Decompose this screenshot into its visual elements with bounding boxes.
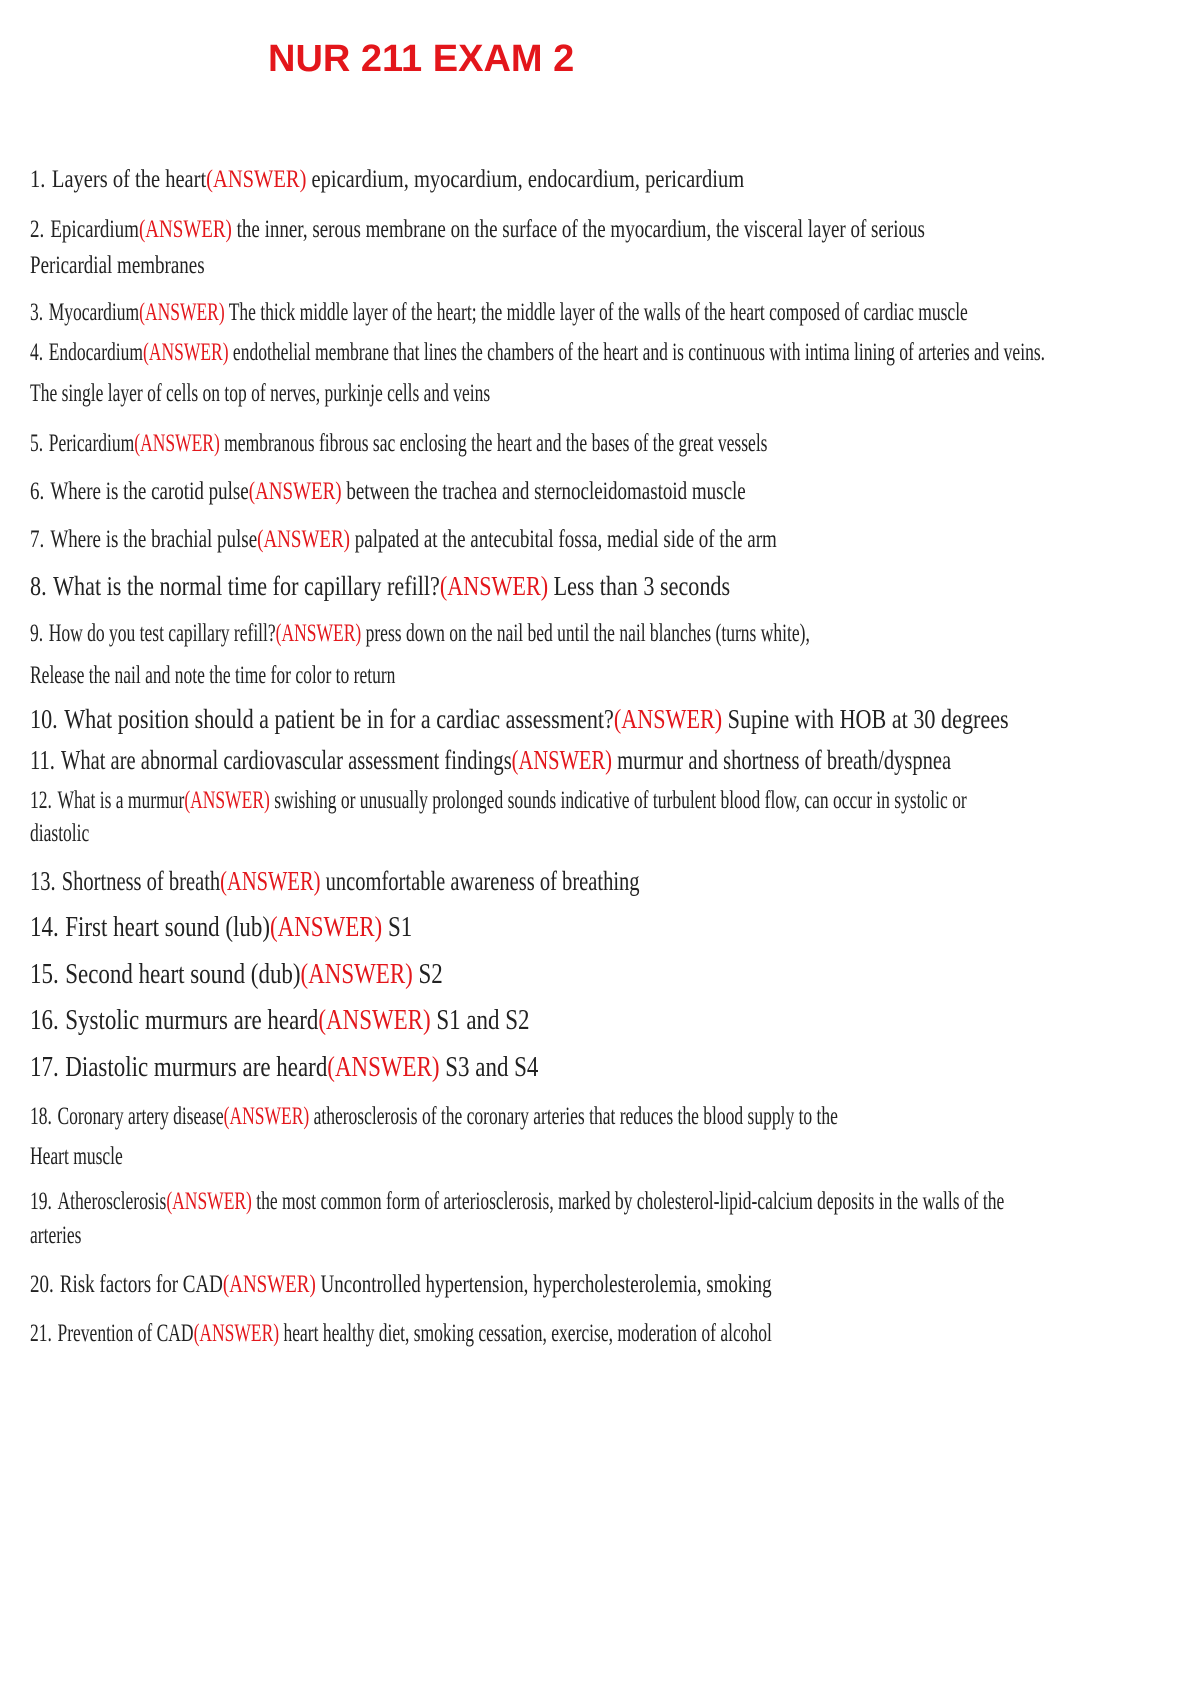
question-text: Atherosclerosis — [57, 1188, 167, 1215]
question-text: Diastolic murmurs are heard — [65, 1052, 328, 1083]
answer-marker: (ANSWER) — [327, 1052, 440, 1083]
answer-marker: (ANSWER) — [248, 478, 342, 505]
question-text: Prevention of CAD — [57, 1320, 194, 1347]
answer-marker: (ANSWER) — [300, 959, 413, 990]
question-text: Shortness of breath — [61, 866, 221, 896]
answer-continuation: Pericardial membranes — [30, 252, 205, 279]
answer-text: Less than 3 seconds — [548, 571, 731, 601]
answer-marker: (ANSWER) — [143, 339, 229, 366]
question-number: 5. — [30, 430, 44, 457]
question-item — [30, 520, 896, 560]
question-item — [30, 566, 965, 606]
answer-text: between the trachea and sternocleidomastoid muscle — [341, 478, 746, 505]
question-number: 14. — [30, 912, 59, 943]
answer-text: S3 and S4 — [439, 1052, 539, 1083]
question-number: 8. — [30, 571, 47, 601]
answer-marker: (ANSWER) — [223, 1103, 310, 1130]
question-number: 7. — [30, 526, 45, 553]
answer-marker: (ANSWER) — [184, 787, 270, 814]
question-text: Systolic murmurs are heard — [65, 1005, 319, 1036]
answer-text: the most common form of arteriosclerosis, marked by cholesterol-lipid-calcium deposits in the walls of the — [251, 1188, 1005, 1215]
answer-marker: (ANSWER) — [166, 1188, 252, 1215]
question-item — [30, 861, 896, 901]
answer-marker: (ANSWER) — [257, 526, 351, 553]
answer-text: heart healthy diet, smoking cessation, exercise, moderation of alcohol — [279, 1320, 772, 1347]
question-text: Coronary artery disease — [57, 1103, 224, 1130]
question-text: Risk factors for CAD — [59, 1271, 223, 1298]
answer-continuation: The single layer of cells on top of nerves, purkinje cells and veins — [30, 380, 491, 407]
answer-marker: (ANSWER) — [275, 620, 362, 647]
question-item — [30, 1001, 965, 1041]
question-text: How do you test capillary refill? — [48, 620, 276, 647]
answer-continuation: Release the nail and note the time for color to return — [30, 662, 396, 689]
answer-text: The thick middle layer of the heart; the middle layer of the walls of the heart composed of cardiac muscle — [224, 299, 968, 326]
question-text: Where is the brachial pulse — [50, 526, 258, 553]
answer-continuation: Heart muscle — [30, 1143, 123, 1170]
question-item — [30, 1048, 965, 1088]
answer-text: atherosclerosis of the coronary arteries that reduces the blood supply to the — [309, 1103, 838, 1130]
question-number: 17. — [30, 1052, 59, 1083]
question-number: 16. — [30, 1005, 59, 1036]
answer-marker: (ANSWER) — [138, 216, 232, 243]
question-number: 12. — [30, 787, 52, 814]
question-text: What is the normal time for capillary refill? — [53, 571, 440, 601]
question-text: First heart sound (lub) — [65, 912, 270, 943]
question-item — [30, 160, 965, 200]
question-number: 1. — [30, 166, 46, 193]
question-item — [30, 333, 1046, 373]
answer-continuation: arteries — [30, 1222, 82, 1249]
question-number: 20. — [30, 1271, 54, 1298]
answer-text: epicardium, myocardium, endocardium, pericardium — [306, 166, 745, 193]
question-number: 21. — [30, 1320, 52, 1347]
answer-marker: (ANSWER) — [613, 704, 723, 734]
answer-text: Uncontrolled hypertension, hypercholesterolemia, smoking — [315, 1271, 772, 1298]
question-item — [30, 1097, 838, 1137]
answer-marker: (ANSWER) — [439, 571, 549, 601]
answer-marker: (ANSWER) — [193, 1320, 280, 1347]
answer-text: Supine with HOB at 30 degrees — [722, 704, 1009, 734]
question-number: 4. — [30, 339, 44, 366]
answer-text: S1 and S2 — [430, 1005, 530, 1036]
question-item — [30, 472, 896, 512]
question-number: 18. — [30, 1103, 52, 1130]
question-text: Myocardium — [48, 299, 140, 326]
question-number: 13. — [30, 866, 56, 896]
question-number: 2. — [30, 216, 45, 243]
answer-text: S1 — [382, 912, 413, 943]
question-item — [30, 210, 925, 250]
answer-text: uncomfortable awareness of breathing — [320, 866, 640, 896]
question-text: Endocardium — [48, 339, 144, 366]
question-item — [30, 740, 952, 780]
answer-text: swishing or unusually prolonged sounds indicative of turbulent blood flow, can occur in systolic or — [269, 787, 967, 814]
answer-marker: (ANSWER) — [318, 1005, 431, 1036]
question-item — [30, 614, 828, 654]
question-text: What are abnormal cardiovascular assessment findings — [60, 745, 512, 775]
answer-continuation: diastolic — [30, 820, 90, 847]
question-text: Pericardium — [48, 430, 135, 457]
answer-marker: (ANSWER) — [134, 430, 220, 457]
question-number: 11. — [30, 745, 55, 775]
question-number: 19. — [30, 1188, 52, 1215]
answer-text: endothelial membrane that lines the chambers of the heart and is continuous with intima lining of arteries and veins. — [228, 339, 1046, 366]
answer-text: S2 — [412, 959, 443, 990]
answer-text: the inner, serous membrane on the surface of the myocardium, the visceral layer of serious — [231, 216, 925, 243]
answer-marker: (ANSWER) — [269, 912, 383, 943]
answer-marker: (ANSWER) — [139, 299, 225, 326]
answer-text: press down on the nail bed until the nail blanches (turns white), — [361, 620, 810, 647]
question-item — [30, 781, 967, 821]
answer-text: membranous fibrous sac enclosing the heart and the bases of the great vessels — [219, 430, 768, 457]
answer-text: palpated at the antecubital fossa, medial side of the arm — [350, 526, 777, 553]
question-text: Where is the carotid pulse — [50, 478, 249, 505]
question-item — [30, 1265, 896, 1305]
answer-text: murmur and shortness of breath/dyspnea — [611, 745, 952, 775]
answer-marker: (ANSWER) — [220, 866, 321, 896]
question-number: 15. — [30, 959, 59, 990]
question-number: 10. — [30, 704, 58, 734]
question-item — [30, 1314, 828, 1354]
question-item — [30, 699, 1009, 739]
answer-marker: (ANSWER) — [511, 745, 612, 775]
question-item — [30, 424, 828, 464]
document-title: NUR 211 EXAM 2 — [268, 38, 575, 80]
question-text: What position should a patient be in for a cardiac assessment? — [64, 704, 614, 734]
question-text: Layers of the heart — [51, 166, 207, 193]
question-number: 9. — [30, 620, 44, 647]
question-item — [30, 1182, 1005, 1222]
question-number: 6. — [30, 478, 45, 505]
question-item — [30, 908, 965, 948]
answer-marker: (ANSWER) — [206, 166, 307, 193]
answer-marker: (ANSWER) — [222, 1271, 316, 1298]
question-item — [30, 955, 965, 995]
question-text: What is a murmur — [57, 787, 185, 814]
question-text: Second heart sound (dub) — [65, 959, 301, 990]
question-item — [30, 293, 968, 333]
question-text: Epicardium — [50, 216, 139, 243]
question-number: 3. — [30, 299, 44, 326]
